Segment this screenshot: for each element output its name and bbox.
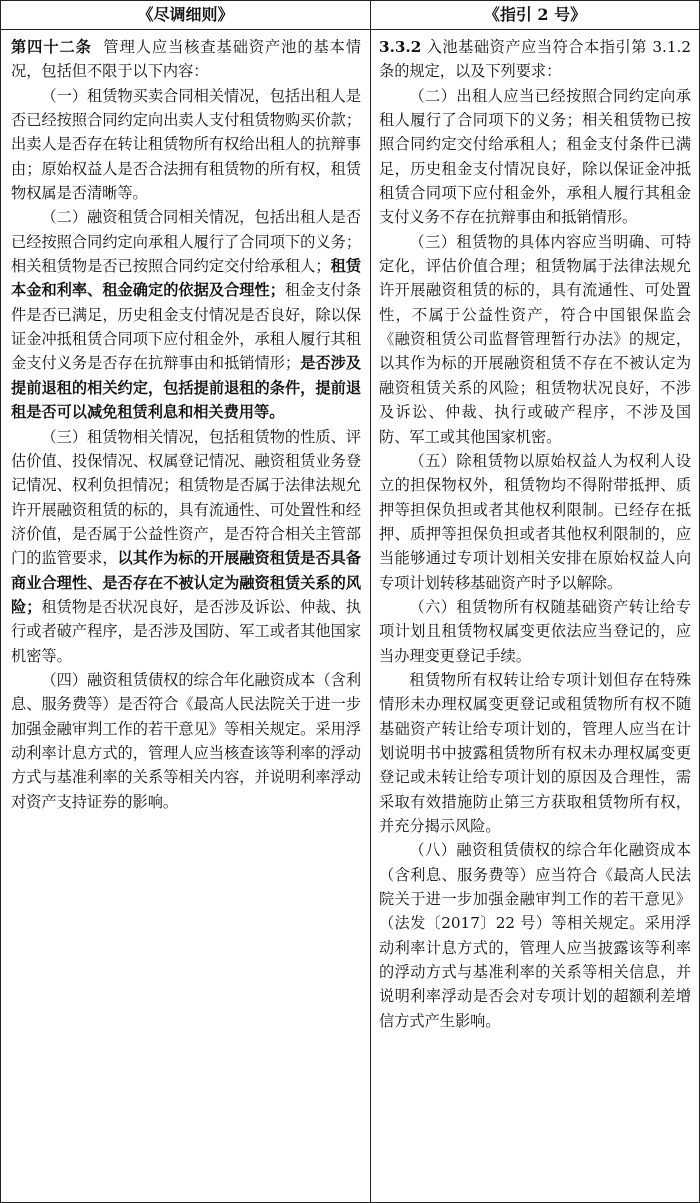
column-divider [370, 1, 371, 1202]
left-item-3-part-c: 租赁物是否状况良好，是否涉及诉讼、仲裁、执行或者破产程序，是否涉及国防、军工或者其他国家机密等。 [11, 597, 361, 665]
left-item-2 [11, 205, 361, 424]
header-right-title: 《指引 2 号》 [483, 5, 587, 24]
right-item-6-paragraph-2: 租赁物所有权转让给专项计划但存在特殊情形未办理权属变更登记或租赁物所有权不随基础资产转让给专项计划的，管理人应当在计划说明书中披露租赁物所有权未办理权属变更登记或未转让给专项计划的原因及合理性，需采取有效措施防止第三方获取租赁物所有权，并充分揭示风险。 [379, 670, 691, 835]
left-item-2-bold-early-termination: 是否涉及提前退租的相关约定，包括提前退租的条件，提前退租是否可以减免租赁利息和相关费用等。 [11, 354, 361, 422]
section-332-text: 入池基础资产应当符合本指引第 3.1.2 条的规定，以及下列要求： [379, 38, 692, 81]
left-item-3 [11, 425, 361, 668]
left-item-2-part-c: 租金支付条件是否已满足，历史租金支付情况是否良好，除以保证金冲抵租赁合同项下应付租金外，承租人履行其租金支付义务是否存在抗辩事由和抵销情形； [11, 281, 361, 373]
left-item-3-part-a: （三）租赁物相关情况，包括租赁物的性质、评估价值、投保情况、权属登记情况、融资租赁业务登记情况、权利负担情况；租赁物是否属于法律法规允许开展融资租赁的标的，具有流通性、可处置性和经济价值，是否属于公益性资产，是否符合相关主管部门的监管要求， [11, 427, 361, 568]
right-item-8: （八）融资租赁债权的综合年化融资成本（含利息、服务费等）应当符合《最高人民法院关于进一步加强金融审判工作的若干意见》（法发〔2017〕22 号）等相关规定。采用浮动利率计息方式的，管理人应当披露该等利率的浮动方式与基准利率的关系等相关信息，并说明利率浮动是否会对专项计划的超额利差增信方式产生影响。 [379, 841, 691, 1030]
left-item-2-part-a: （二）融资租赁合同相关情况，包括出租人是否已经按照合同约定向承租人履行了合同项下的义务；相关租赁物是否已按照合同约定交付给承租人； [11, 208, 361, 276]
left-column [11, 35, 361, 814]
section-332-label: 3.3.2 [379, 38, 422, 56]
section-332-intro [379, 35, 691, 84]
right-item-6: （六）租赁物所有权随基础资产转让给专项计划且租赁物权属变更依法应当登记的，应当办理变更登记手续。 [379, 597, 691, 665]
article-42-label: 第四十二条 [11, 38, 92, 56]
left-item-3-bold-commercial-rationality: 以其作为标的开展融资租赁是否具备商业合理性、是否存在不被认定为融资租赁关系的风险； [11, 549, 361, 616]
right-column [379, 35, 691, 1033]
right-item-3: （三）租赁物的具体内容应当明确、可特定化，评估价值合理；租赁物属于法律法规允许开展融资租赁的标的，具有流通性、可处置性，不属于公益性资产，符合中国银保监会《融资租赁公司监督管理暂行办法》的规定，以其作为标的开展融资租赁不存在不被认定为融资租赁关系的风险；租赁物状况良好，不涉及诉讼、仲裁、执行或破产程序，不涉及国防、军工或其他国家机密。 [379, 232, 691, 446]
header-left-title: 《尽调细则》 [137, 5, 234, 24]
article-42-text: 管理人应当核查基础资产池的基本情况，包括但不限于以下内容： [11, 38, 362, 81]
article-42-intro [11, 35, 361, 84]
table-header-row [1, 1, 699, 30]
right-item-2: （二）出租人应当已经按照合同约定向承租人履行了合同项下的义务；相关租赁物已按照合同约定交付给承租人；租金支付条件已满足，历史租金支付情况良好，除以保证金冲抵租赁合同项下应付租金外，承租人履行其租金支付义务不存在抗辩事由和抵销情形。 [379, 86, 691, 227]
right-item-5: （五）除租赁物以原始权益人为权利人设立的担保物权外，租赁物均不得附带抵押、质押等担保负担或者其他权利限制。已经存在抵押、质押等担保负担或者其他权利限制的，应当能够通过专项计划相关安排在原始权益人向专项计划转移基础资产时予以解除。 [379, 451, 691, 592]
left-item-4: （四）融资租赁债权的综合年化融资成本（含利息、服务费等）是否符合《最高人民法院关于进一步加强金融审判工作的若干意见》等相关规定。采用浮动利率计息方式的，管理人应当核查该等利率的浮动方式与基准利率的关系等相关内容，并说明利率浮动对资产支持证券的影响。 [11, 670, 361, 811]
left-item-2-bold-rent-basis: 租赁本金和利率、租金确定的依据及合理性； [11, 257, 361, 300]
left-item-1: （一）租赁物买卖合同相关情况，包括出租人是否已经按照合同约定向出卖人支付租赁物购买价款；出卖人是否存在转让租赁物所有权给出租人的抗辩事由；原始权益人是否合法拥有租赁物的所有权，租赁物权属是否清晰等。 [11, 86, 361, 203]
